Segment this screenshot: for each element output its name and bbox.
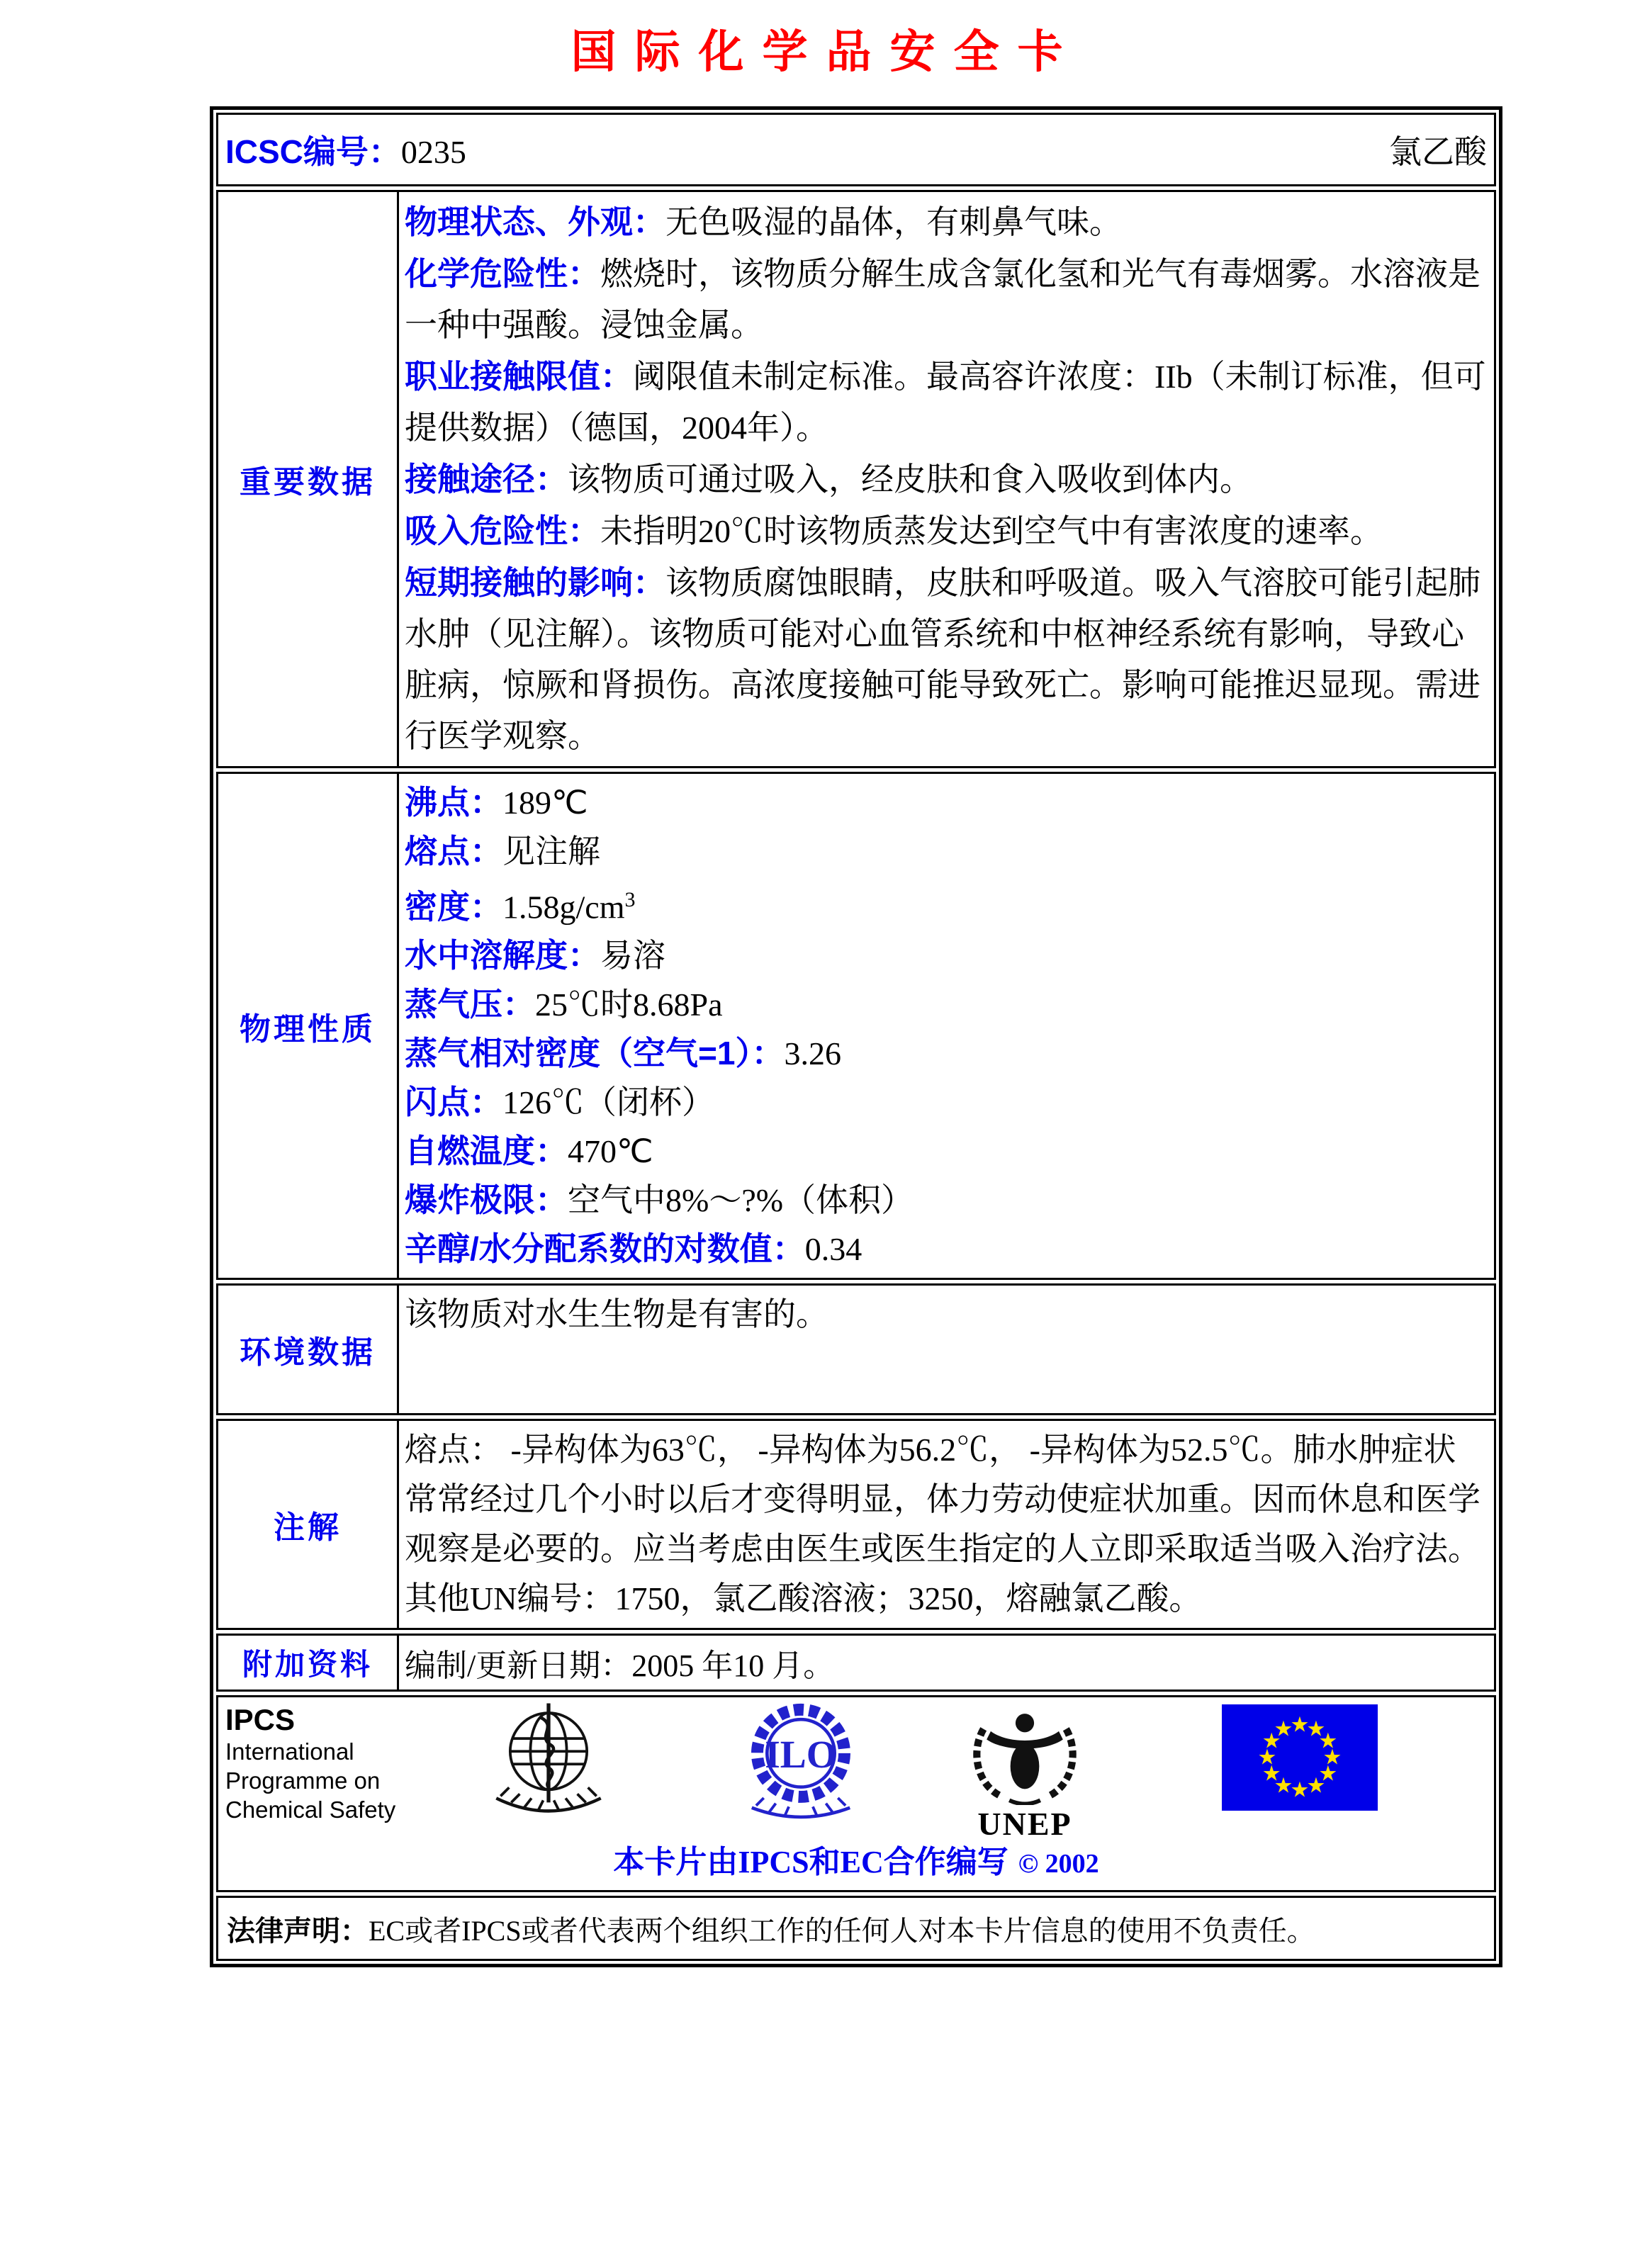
important-data-content	[399, 192, 1494, 766]
section-label-notes: 注解	[218, 1421, 399, 1628]
icsc-number-label: ICSC编号：	[225, 133, 401, 170]
unep-logo-icon	[968, 1699, 1081, 1805]
entry-vapor-pressure: 蒸气压：25℃时8.68Pa	[405, 986, 723, 1023]
eu-star-icon: ★	[1318, 1762, 1338, 1786]
eu-star-icon: ★	[1290, 1713, 1310, 1737]
eu-star-icon: ★	[1318, 1729, 1338, 1753]
chemical-name: 氯乙酸	[1389, 134, 1487, 170]
ipcs-title: IPCS	[225, 1703, 296, 1737]
entry-vapor-relative-density: 蒸气相对密度（空气=1）：3.26	[405, 1035, 841, 1072]
copyright-text: © 2002	[1018, 1849, 1099, 1879]
page-title: 国际化学品安全卡	[571, 27, 1081, 77]
entry-inhalation-risk: 吸入危险性：未指明20℃时该物质蒸发达到空气中有害浓度的速率。	[405, 512, 1383, 549]
entry-short-term-effects: 短期接触的影响：该物质腐蚀眼睛，皮肤和呼吸道。吸入气溶胶可能引起肺水肿（见注解）。该物质可能对心血管系统和中枢神经系统有影响，导致心脏病，惊厥和肾损伤。高浓度接触可能导致死亡。影响可能推迟显现。需进行医学观察。	[405, 564, 1480, 754]
section-additional-info	[216, 1634, 1496, 1692]
density-exponent: 3	[624, 888, 636, 911]
entry-autoignition-temperature: 自燃温度：470℃	[405, 1132, 653, 1170]
section-label-important-data: 重要数据	[218, 192, 399, 766]
unep-logo-text: UNEP	[977, 1806, 1072, 1843]
icsc-number-value: 0235	[400, 134, 466, 170]
ipcs-subtitle-line: Programme on	[225, 1767, 381, 1794]
entry-boiling-point: 沸点：189℃	[405, 784, 588, 821]
entry-explosive-limits: 爆炸极限：空气中8%～?%（体积）	[405, 1181, 914, 1219]
entry-octanol-water-partition: 辛醇/水分配系数的对数值：0.34	[405, 1230, 862, 1268]
entry-occupational-limits: 职业接触限值：阈限值未制定标准。最高容许浓度：IIb（未制订标准，但可提供数据）（德国，2004年）。	[405, 358, 1486, 446]
environmental-data-text: 该物质对水生生物是有害的。	[405, 1296, 828, 1333]
entry-water-solubility: 水中溶解度：易溶	[405, 937, 665, 974]
ilo-logo-icon	[730, 1699, 872, 1826]
eu-star-icon: ★	[1257, 1745, 1277, 1770]
entry-melting-point: 熔点：见注解	[405, 833, 600, 870]
section-important-data	[216, 190, 1496, 768]
eu-star-icon: ★	[1274, 1718, 1293, 1742]
eu-star-icon: ★	[1274, 1774, 1293, 1798]
section-notes	[216, 1419, 1496, 1630]
entry-physical-state: 物理状态、外观：无色吸湿的晶体，有刺鼻气味。	[405, 203, 1122, 240]
eu-flag-icon	[1221, 1704, 1378, 1811]
additional-info-content	[399, 1636, 1494, 1690]
notes-content	[399, 1421, 1494, 1628]
eu-star-icon: ★	[1262, 1729, 1281, 1753]
credit-text: 本卡片由IPCS和EC合作编写	[613, 1845, 1008, 1880]
eu-star-icon: ★	[1306, 1718, 1326, 1742]
physical-properties-content	[399, 774, 1494, 1278]
notes-text: 熔点： -异构体为63℃， -异构体为56.2℃， -异构体为52.5℃。肺水肿症状常常经过几个小时以后才变得明显，体力劳动使症状加重。因而休息和医学观察是必要的。应当考虑由医生或医生指定的人立即采取适当吸入治疗法。其他UN编号：1750，氯乙酸溶液；3250，熔融氯乙酸。	[405, 1432, 1480, 1617]
entry-exposure-routes: 接触途径：该物质可通过吸入，经皮肤和食入吸收到体内。	[405, 461, 1252, 497]
footer-logos-row	[216, 1695, 1496, 1892]
section-label-environmental-data: 环境数据	[218, 1286, 399, 1413]
eu-star-icon: ★	[1290, 1778, 1310, 1802]
ipcs-subtitle-line: Chemical Safety	[225, 1797, 396, 1823]
legal-notice-label: 法律声明：	[227, 1915, 369, 1947]
entry-density: 密度：$1.58g/cm^3$	[405, 888, 636, 926]
section-physical-properties	[216, 772, 1496, 1280]
environmental-data-content	[399, 1286, 1494, 1413]
ipcs-subtitle-line: International	[225, 1738, 354, 1765]
section-label-additional-info: 附加资料	[218, 1636, 399, 1690]
entry-chemical-danger: 化学危险性：燃烧时，该物质分解生成含氯化氢和光气有毒烟雾。水溶液是一种中强酸。浸蚀金属。	[405, 255, 1480, 343]
eu-star-icon: ★	[1262, 1762, 1281, 1786]
card-header-row	[216, 113, 1496, 186]
legal-notice-text: EC或者IPCS或者代表两个组织工作的任何人对本卡片信息的使用不负责任。	[369, 1914, 1315, 1947]
ipcs-logo	[225, 1703, 395, 1824]
entry-flash-point: 闪点：126℃（闭杯）	[405, 1084, 714, 1121]
cooperation-credit	[218, 1836, 1494, 1882]
ilo-logo-text: ILO	[765, 1733, 837, 1777]
icsc-card-table	[210, 106, 1502, 1967]
eu-star-icon: ★	[1322, 1745, 1342, 1770]
icsc-number-group	[225, 126, 466, 173]
unep-logo	[961, 1699, 1089, 1843]
who-logo-icon	[479, 1700, 618, 1825]
legal-notice-row	[216, 1896, 1496, 1961]
section-environmental-data	[216, 1283, 1496, 1415]
eu-star-icon: ★	[1306, 1774, 1326, 1798]
section-label-physical-properties: 物理性质	[218, 774, 399, 1278]
additional-info-text: 编制/更新日期：2005 年10 月。	[405, 1648, 835, 1684]
